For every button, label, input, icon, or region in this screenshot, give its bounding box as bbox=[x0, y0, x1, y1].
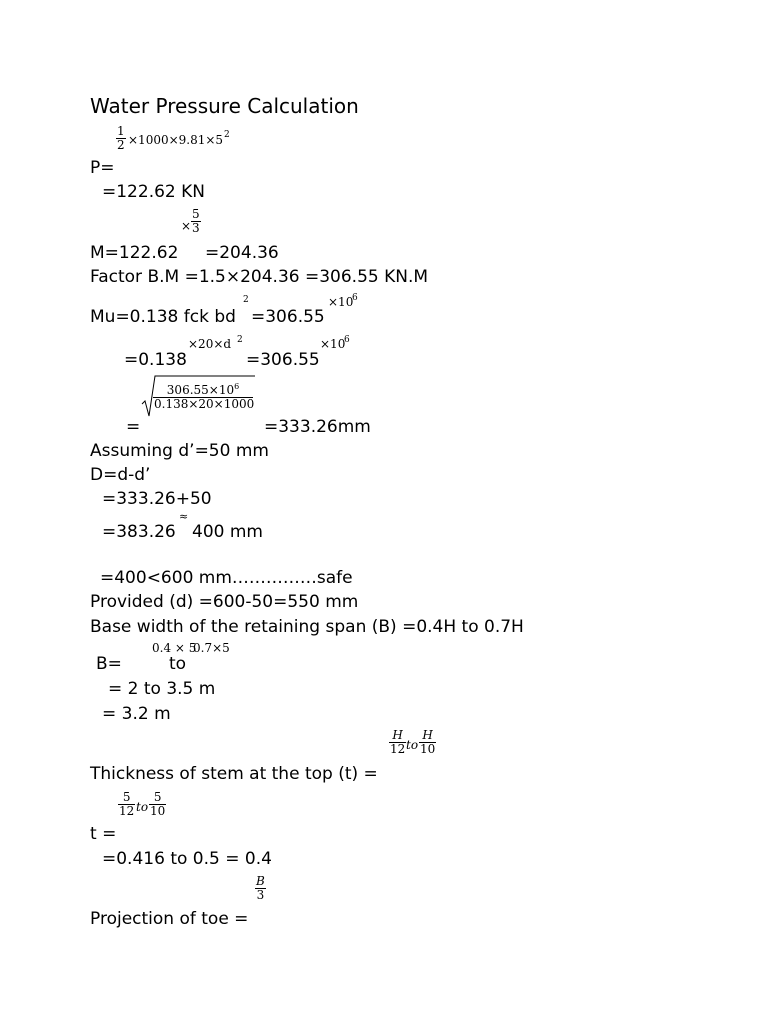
t-to: to bbox=[136, 800, 149, 814]
p-fraction: $\frac{1}{2}$ bbox=[117, 124, 125, 152]
base-line: Base width of the retaining span (B) =0.4H to 0.7H bbox=[90, 617, 524, 637]
p-label: P= bbox=[90, 158, 115, 178]
t-equals: t = bbox=[90, 824, 117, 844]
m-result: =204.36 bbox=[205, 243, 279, 263]
mu2-mid: ×20×d bbox=[188, 337, 232, 351]
dround-line: =383.26 bbox=[102, 522, 176, 542]
d-equals: = bbox=[126, 417, 141, 437]
mu2-mid-exp: 2 bbox=[237, 335, 243, 345]
mu-sup: 2 bbox=[243, 295, 249, 305]
sqrt-fraction: $\frac{306.55\times 10^6}{0.138\times 20\times 1000}$ bbox=[154, 382, 255, 411]
mu-1e6-exp: 6 bbox=[352, 293, 358, 303]
page-title: Water Pressure Calculation bbox=[90, 94, 359, 118]
mu2-1e6-exp: 6 bbox=[344, 335, 350, 345]
mu2-result: =306.55 bbox=[246, 350, 320, 370]
p-formula-rest: ×1000×9.81×5 bbox=[128, 133, 224, 147]
assume-line: Assuming d’=50 mm bbox=[90, 441, 269, 461]
mu2-1e6: ×10 bbox=[320, 337, 346, 351]
m-line: M=122.62 bbox=[90, 243, 179, 263]
dd-line: D=d-d’ bbox=[90, 465, 151, 485]
provided-line: Provided (d) =600-50=550 mm bbox=[90, 592, 359, 612]
b-range: = 2 to 3.5 m bbox=[108, 679, 216, 699]
p-value: =122.62 KN bbox=[102, 182, 205, 202]
mu-1e6: ×10 bbox=[328, 295, 354, 309]
dsum-line: =333.26+50 bbox=[102, 489, 212, 509]
b-a: 0.4 × 5 bbox=[152, 641, 197, 655]
t-frac-2: $\frac{5}{10}$ bbox=[150, 790, 166, 818]
m-fraction: $\frac{5}{3}$ bbox=[192, 207, 200, 235]
toe-line: Projection of toe = bbox=[90, 909, 249, 929]
approx-symbol: ≈ bbox=[179, 510, 189, 523]
d-result: =333.26mm bbox=[264, 417, 371, 437]
factor-line: Factor B.M =1.5×204.36 =306.55 KN.M bbox=[90, 267, 429, 287]
b-b: 0.7×5 bbox=[193, 641, 230, 655]
t-value: =0.416 to 0.5 = 0.4 bbox=[102, 849, 272, 869]
toe-fraction: $\frac{B}{3}$ bbox=[256, 874, 265, 902]
stem-frac-1: $\frac{H}{12}$ bbox=[390, 728, 406, 756]
mu-line: Mu=0.138 fck bd bbox=[90, 307, 236, 327]
b-to: to bbox=[169, 654, 187, 674]
p-formula-exp: 2 bbox=[224, 130, 230, 140]
mu2-line: =0.138 bbox=[124, 350, 187, 370]
m-times: × bbox=[181, 219, 192, 233]
mu-result: =306.55 bbox=[251, 307, 325, 327]
stem-frac-2: $\frac{H}{10}$ bbox=[420, 728, 436, 756]
dround-result: 400 mm bbox=[192, 522, 263, 542]
t-frac-1: $\frac{5}{12}$ bbox=[119, 790, 135, 818]
check-line: =400<600 mm……………safe bbox=[100, 568, 353, 588]
b-value: = 3.2 m bbox=[102, 704, 171, 724]
b-equals: B= bbox=[96, 654, 122, 674]
stem-line: Thickness of stem at the top (t) = bbox=[90, 764, 378, 784]
stem-to: to bbox=[406, 738, 419, 752]
